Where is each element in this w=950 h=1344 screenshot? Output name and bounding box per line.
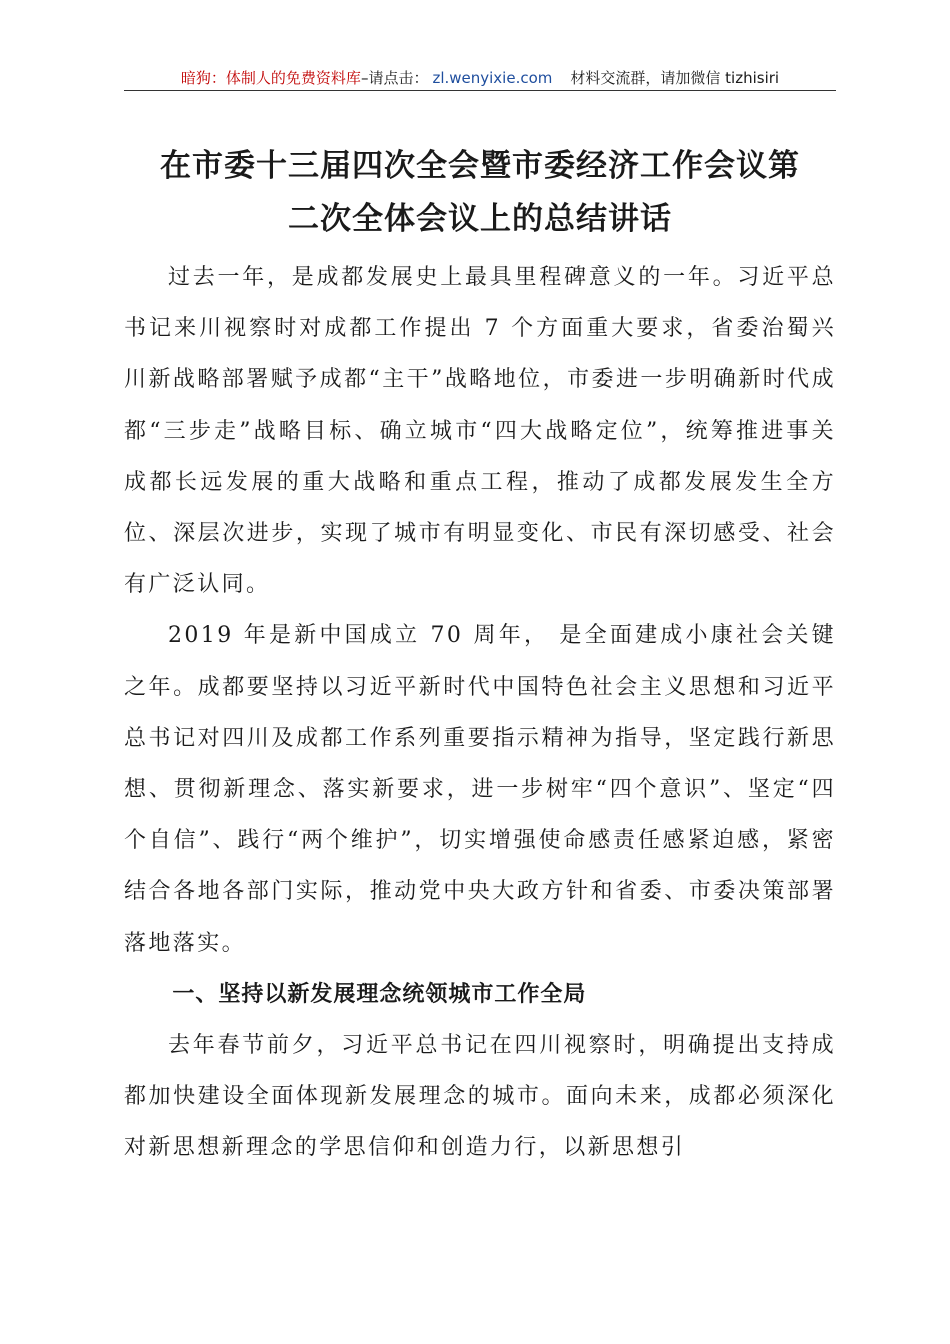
section-1-paragraph: 去年春节前夕，习近平总书记在四川视察时，明确提出支持成都加快建设全面体现新发展理念的城市。面向未来，成都必须深化对新思想新理念的学思信仰和创造力行，以新思想引 [124,1033,836,1161]
document-title [110,140,850,246]
title-line-2: 二次全体会议上的总结讲话 [288,201,672,237]
header-brand: 暗狗：体制人的免费资料库 [180,69,361,87]
title-line-1: 在市委十三届四次全会暨市委经济工作会议第 [160,148,800,184]
document-body [124,252,836,1174]
header-link[interactable]: zl.wenyixie.com [432,69,553,87]
body-paragraph-1: 过去一年，是成都发展史上最具里程碑意义的一年。习近平总书记来川视察时对成都工作提出 7 个方面重大要求，省委治蜀兴川新战略部署赋予成都“主干”战略地位，市委进一步明确新时代成都“三步走”战略目标、确立城市“四大战略定位”，统筹推进事关成都长远发展的重大战略和重点工程，推动了成都发展发生全方位、深层次进步，实现了城市有明显变化、市民有深切感受、社会有广泛认同。 [124,265,836,598]
body-paragraph-2: 2019 年是新中国成立 70 周年， 是全面建成小康社会关键之年。成都要坚持以习近平新时代中国特色社会主义思想和习近平总书记对四川及成都工作系列重要指示精神为指导，坚定践行新思想、贯彻新理念、落实新要求，进一步树牢“四个意识”、坚定“四个自信”、践行“两个维护”，切实增强使命感责任感紧迫感，紧密结合各地各部门实际，推动党中央大政方针和省委、市委决策部署落地落实。 [124,623,836,956]
header-prompt: –请点击： [360,69,429,87]
section-heading-1: 一、坚持以新发展理念统领城市工作全局 [172,981,587,1007]
header-note: 材料交流群，请加微信 tizhisiri [570,69,780,87]
page-header [124,66,836,91]
